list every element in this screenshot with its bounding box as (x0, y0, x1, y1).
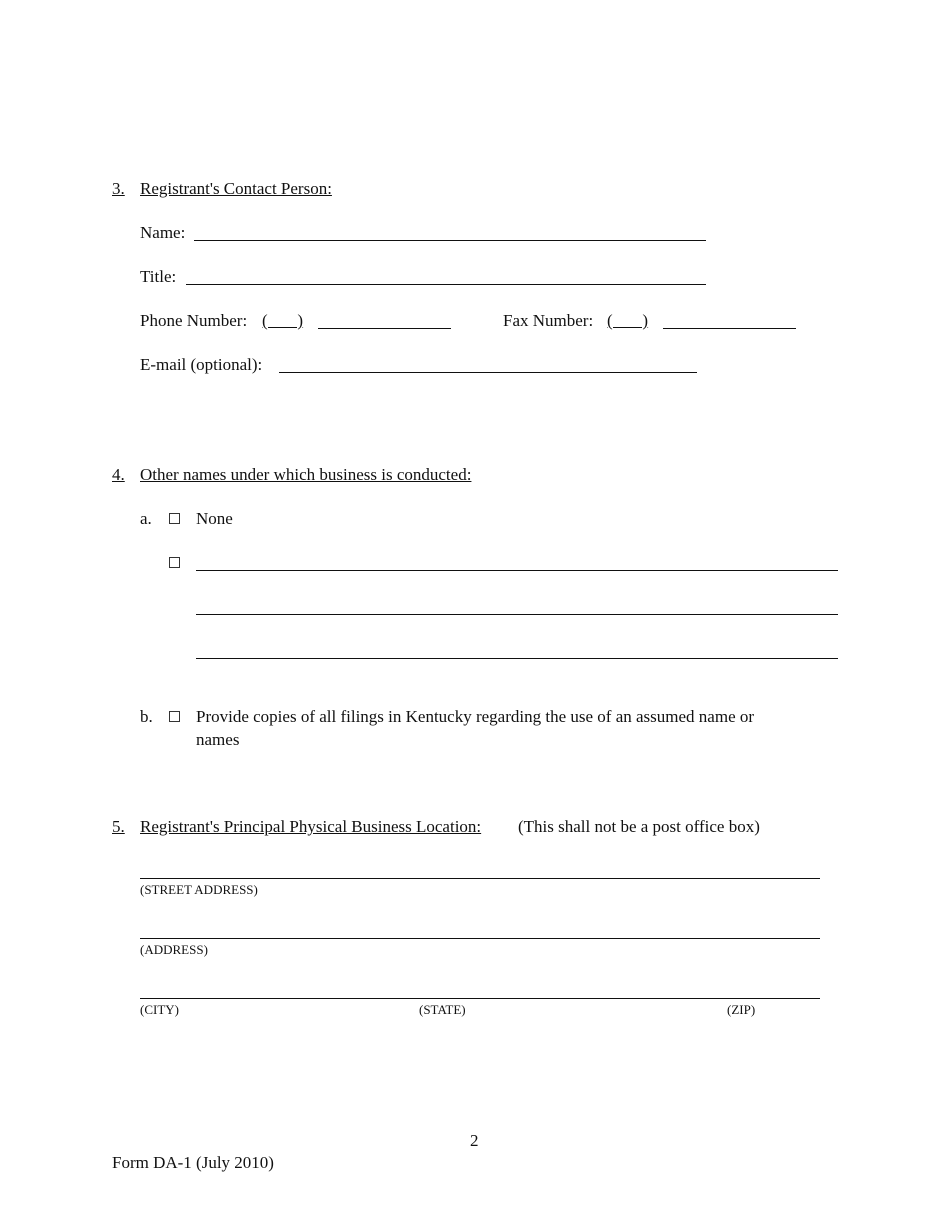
name-field[interactable] (194, 240, 706, 241)
address-caption: (ADDRESS) (140, 942, 208, 957)
zip-caption: (ZIP) (727, 1002, 756, 1017)
street-address-caption: (STREET ADDRESS) (140, 882, 258, 897)
phone-area-code[interactable]: ( ) (262, 311, 304, 330)
form-id: Form DA-1 (July 2010) (112, 1153, 274, 1172)
title-field[interactable] (186, 284, 706, 285)
section-5-note: (This shall not be a post office box) (518, 817, 760, 836)
other-name-line-3[interactable] (196, 658, 838, 659)
fax-label: Fax Number: (503, 311, 594, 330)
phone-label: Phone Number: (140, 311, 248, 330)
none-label: None (196, 509, 233, 528)
phone-field[interactable] (318, 328, 451, 329)
assumed-name-filings-checkbox[interactable] (169, 711, 180, 722)
section-5-number: 5. (112, 817, 125, 836)
other-name-line-2[interactable] (196, 614, 838, 615)
section-4-number: 4. (112, 465, 125, 484)
section-3-number: 3. (112, 179, 125, 198)
item-b-letter: b. (140, 707, 153, 726)
city-caption: (CITY) (140, 1002, 179, 1017)
email-label: E-mail (optional): (140, 355, 263, 374)
item-b-text-line1: Provide copies of all filings in Kentucky regarding the use of an assumed name or (196, 707, 755, 726)
section-3-heading: Registrant's Contact Person: (140, 179, 332, 198)
address-field[interactable] (140, 938, 820, 939)
fax-area-code[interactable]: ( ) (607, 311, 649, 330)
city-state-zip-field[interactable] (140, 998, 820, 999)
section-4-heading: Other names under which business is conducted: (140, 465, 472, 484)
other-name-line-1[interactable] (196, 570, 838, 571)
title-label: Title: (140, 267, 177, 286)
email-field[interactable] (279, 372, 697, 373)
other-names-checkbox[interactable] (169, 557, 180, 568)
state-caption: (STATE) (419, 1002, 466, 1017)
section-5-heading: Registrant's Principal Physical Business Location: (140, 817, 482, 836)
item-a-letter: a. (140, 509, 152, 528)
street-address-field[interactable] (140, 878, 820, 879)
none-checkbox[interactable] (169, 513, 180, 524)
name-label: Name: (140, 223, 186, 242)
item-b-text-line2: names (196, 730, 240, 749)
fax-field[interactable] (663, 328, 796, 329)
page-number: 2 (470, 1131, 479, 1150)
